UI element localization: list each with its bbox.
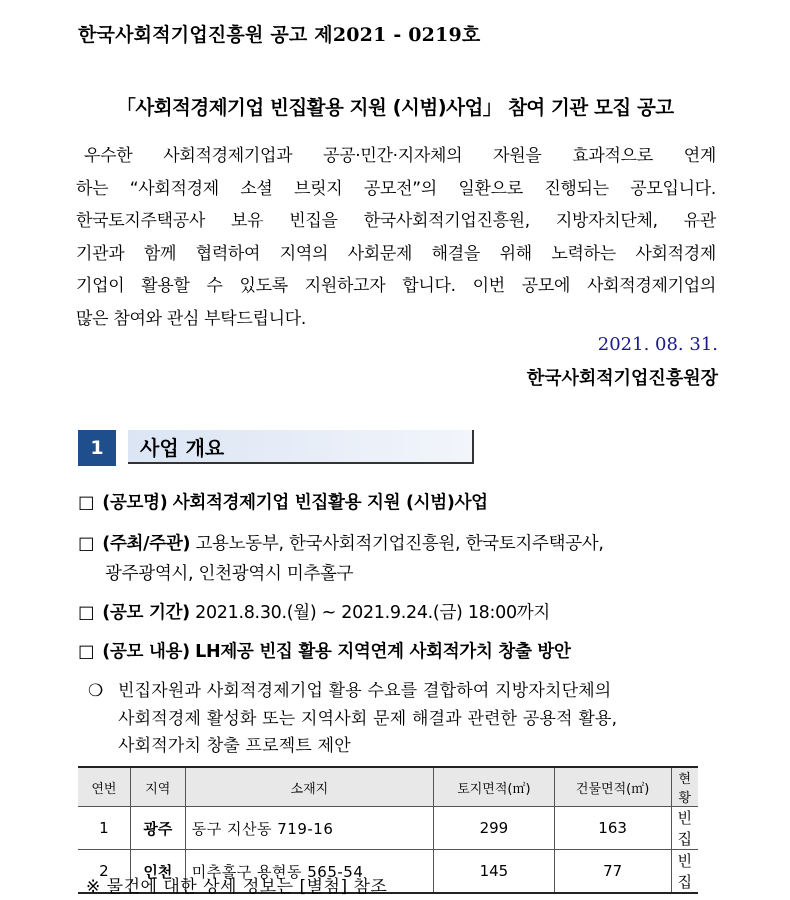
sub-line: 사회적가치 창출 프로젝트 제안 — [118, 736, 351, 756]
section-title: 사업 개요 — [128, 430, 474, 464]
reference-note: ※ 물건에 대한 상세 정보는 [별첨] 참조 — [86, 877, 388, 897]
cell-region: 광주 — [130, 807, 185, 850]
cell-no: 1 — [78, 807, 130, 850]
col-header: 연번 — [78, 767, 130, 807]
item-content — [78, 638, 571, 663]
intro-paragraph — [76, 140, 716, 335]
cell-region: 인천 — [130, 850, 185, 894]
checkbox-square-icon: □ — [78, 603, 95, 623]
cell-status: 빈집 — [671, 807, 698, 850]
table-row — [78, 807, 698, 850]
item-period — [78, 599, 550, 624]
document-title: 「사회적경제기업 빈집활용 지원 (시범)사업」 참여 기관 모집 공고 — [116, 96, 674, 119]
item-tag: (주최/주관) — [102, 534, 191, 554]
sub-line: 사회적경제 활성화 또는 지역사회 문제 해결과 관련한 공용적 활용, — [118, 708, 618, 729]
checkbox-square-icon: □ — [78, 493, 95, 513]
circle-bullet-icon: ❍ — [88, 681, 104, 701]
cell-building-area: 163 — [554, 807, 671, 850]
item-value: 고용노동부, 한국사회적기업진흥원, 한국토지주택공사, — [195, 534, 604, 554]
notice-number: 한국사회적기업진흥원 공고 제2021 - 0219호 — [78, 24, 481, 46]
cell-land-area: 145 — [434, 850, 555, 894]
section-number: 1 — [78, 430, 116, 466]
item-tag: (공모 기간) — [102, 603, 190, 623]
intro-line: 한국토지주택공사 보유 빈집을 한국사회적기업진흥원, 지방자치단체, 유관 — [76, 211, 716, 231]
cell-address: 동구 지산동 719-16 — [185, 807, 433, 850]
notice-date: 2021. 08. 31. — [597, 334, 718, 355]
cell-address: 미추홀구 용현동 565-54 — [185, 850, 433, 894]
col-header: 건물면적(㎡) — [554, 767, 671, 807]
item-value: 2021.8.30.(월) ~ 2021.9.24.(금) 18:00까지 — [195, 603, 550, 623]
item-value: LH제공 빈집 활용 지역연계 사회적가치 창출 방안 — [195, 642, 571, 662]
cell-land-area: 299 — [434, 807, 555, 850]
sub-line: 빈집자원과 사회적경제기업 활용 수요를 결합하여 지방자치단체의 — [118, 681, 612, 701]
item-tag: (공모 내용) — [102, 642, 190, 662]
item-tag: (공모명) — [102, 493, 168, 513]
col-header: 소재지 — [185, 767, 433, 807]
signer: 한국사회적기업진흥원장 — [526, 368, 718, 389]
col-header: 토지면적(㎡) — [434, 767, 555, 807]
cell-no: 2 — [78, 850, 130, 894]
checkbox-square-icon: □ — [78, 534, 95, 554]
intro-line: 기관과 함께 협력하여 지역의 사회문제 해결을 위해 노력하는 사회적경제 — [76, 243, 716, 264]
intro-line: 기업이 활용할 수 있도록 지원하고자 합니다. 이번 공모에 사회적경제기업의 — [76, 276, 716, 296]
intro-line: 하는 “사회적경제 소셜 브릿지 공모전”의 일환으로 진행되는 공모입니다. — [76, 178, 716, 199]
sub-bullet — [78, 678, 718, 761]
item-name — [78, 489, 488, 514]
table-header-row — [78, 767, 698, 807]
checkbox-square-icon: □ — [78, 642, 95, 662]
col-header: 지역 — [130, 767, 185, 807]
item-host-continued: 광주광역시, 인천광역시 미추홀구 — [105, 564, 354, 584]
intro-line: 많은 참여와 관심 부탁드립니다. — [76, 308, 307, 329]
section-header — [78, 430, 474, 466]
intro-line: 우수한 사회적경제기업과 공공·민간·지자체의 자원을 효과적으로 연계 — [84, 146, 716, 166]
cell-status: 빈집 — [671, 850, 698, 894]
cell-building-area: 77 — [554, 850, 671, 894]
item-host — [78, 530, 604, 555]
item-value: 사회적경제기업 빈집활용 지원 (시범)사업 — [172, 493, 488, 513]
col-header: 현황 — [671, 767, 698, 807]
